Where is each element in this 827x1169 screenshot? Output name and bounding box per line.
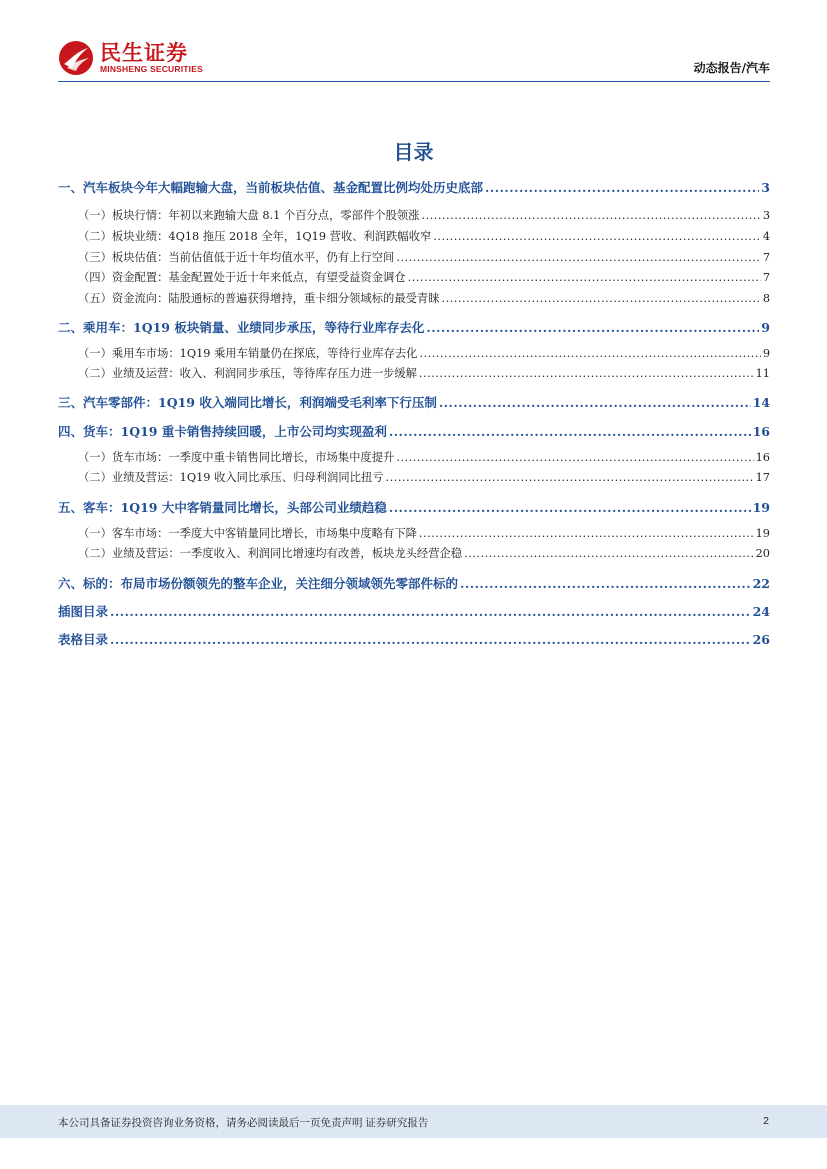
toc-leader: [419, 367, 754, 380]
toc-leader: [439, 395, 751, 410]
toc-entry-page: 3: [762, 209, 770, 222]
toc-entry[interactable]: [58, 449, 770, 465]
toc-leader: [442, 292, 761, 305]
toc-entry[interactable]: [58, 574, 770, 592]
toc-entry-text: 二、乘用车：1Q19 板块销量、业绩同步承压，等待行业库存去化: [58, 320, 425, 335]
toc-entry-page: 22: [752, 576, 770, 591]
toc-entry-page: 4: [762, 230, 770, 243]
toc-leader: [110, 632, 751, 647]
page-header: [58, 36, 770, 82]
toc-entry-text: （一）乘用车市场：1Q19 乘用车销量仍在探底，等待行业库存去化: [78, 347, 418, 360]
toc-leader: [460, 576, 751, 591]
toc-entry-text: （二）业绩及运营：收入、利润同步承压，等待库存压力进一步缓解: [78, 367, 417, 380]
toc-entry[interactable]: [58, 345, 770, 361]
toc-entry-text: 三、汽车零部件：1Q19 收入端同比增长，利润端受毛利率下行压制: [58, 395, 437, 410]
toc-leader: [396, 451, 753, 464]
toc-entry[interactable]: [58, 269, 770, 285]
toc-entry[interactable]: [58, 228, 770, 244]
toc-entry-text: 表格目录: [58, 632, 109, 647]
toc-entry-page: 17: [755, 471, 770, 484]
toc-entry[interactable]: [58, 469, 770, 485]
toc-entry-text: （一）货车市场：一季度中重卡销售同比增长，市场集中度提升: [78, 451, 395, 464]
toc-entry[interactable]: [58, 207, 770, 223]
minsheng-logo-icon: [58, 40, 94, 76]
toc-entry[interactable]: [58, 393, 770, 411]
toc-entry-page: 24: [752, 604, 770, 619]
toc-entry-page: 16: [752, 424, 770, 439]
toc-entry-page: 8: [762, 292, 770, 305]
toc-entry-text: （一）板块行情：年初以来跑输大盘 8.1 个百分点，零部件个股领涨: [78, 209, 420, 222]
toc-entry-page: 3: [761, 180, 770, 195]
toc-leader: [464, 547, 754, 560]
toc-entry[interactable]: [58, 630, 770, 648]
toc-entry-text: 一、汽车板块今年大幅跑输大盘，当前板块估值、基金配置比例均处历史底部: [58, 180, 484, 195]
toc-entry[interactable]: [58, 365, 770, 381]
toc-leader: [408, 271, 761, 284]
toc-entry-text: （四）资金配置：基金配置处于近十年来低点，有望受益资金调仓: [78, 271, 406, 284]
toc-entry-page: 9: [761, 320, 770, 335]
toc-entry-page: 19: [755, 527, 770, 540]
toc-entry-page: 7: [762, 271, 770, 284]
toc-entry-page: 20: [755, 547, 770, 560]
toc-entry-text: （二）板块业绩：4Q18 拖压 2018 全年，1Q19 营收、利润跌幅收窄: [78, 230, 432, 243]
toc-leader: [110, 604, 751, 619]
toc-leader: [426, 320, 759, 335]
logo-english-name: MINSHENG SECURITIES: [100, 64, 203, 74]
footer-disclaimer: 本公司具备证券投资咨询业务资格，请务必阅读最后一页免责声明 证券研究报告: [58, 1117, 429, 1129]
toc-leader: [389, 500, 751, 515]
toc-entry-page: 14: [752, 395, 770, 410]
toc-entry-text: （三）板块估值：当前估值低于近十年均值水平，仍有上行空间: [78, 251, 395, 264]
minsheng-logo: [58, 36, 203, 80]
toc-entry[interactable]: [58, 422, 770, 440]
toc-leader: [386, 471, 754, 484]
toc-leader: [419, 527, 754, 540]
toc-entry[interactable]: [58, 318, 770, 336]
toc-leader: [421, 209, 760, 222]
toc-entry[interactable]: [58, 525, 770, 541]
toc-entry[interactable]: [58, 498, 770, 516]
toc-entry-text: （二）业绩及营运：1Q19 收入同比承压、归母利润同比扭亏: [78, 471, 384, 484]
toc-entry-text: （二）业绩及营运：一季度收入、利润同比增速均有改善，板块龙头经营企稳: [78, 547, 463, 560]
toc-entry[interactable]: [58, 602, 770, 620]
toc-entry-text: （一）客车市场：一季度大中客销量同比增长，市场集中度略有下降: [78, 527, 417, 540]
toc-entry-text: 五、客车：1Q19 大中客销量同比增长，头部公司业绩趋稳: [58, 500, 387, 515]
toc-entry-page: 19: [752, 500, 770, 515]
toc-entry-page: 11: [755, 367, 770, 380]
toc-entry-page: 16: [755, 451, 770, 464]
toc-entry[interactable]: [58, 249, 770, 265]
toc-entry-text: 六、标的：布局市场份额领先的整车企业，关注细分领域领先零部件标的: [58, 576, 459, 591]
toc-leader: [396, 251, 760, 264]
toc-entry-page: 7: [762, 251, 770, 264]
toc-entry[interactable]: [58, 178, 770, 196]
toc-entry[interactable]: [58, 290, 770, 306]
toc-leader: [433, 230, 761, 243]
toc-entry-page: 26: [752, 632, 770, 647]
page-number: 2: [763, 1115, 769, 1127]
toc-entry[interactable]: [58, 545, 770, 561]
toc-leader: [419, 347, 760, 360]
toc-title: 目录: [393, 140, 434, 164]
toc-entry-text: 四、货车：1Q19 重卡销售持续回暖，上市公司均实现盈利: [58, 424, 387, 439]
toc-leader: [389, 424, 751, 439]
toc-entry-text: 插图目录: [58, 604, 109, 619]
toc-entry-page: 9: [762, 347, 770, 360]
page-footer: [0, 1105, 827, 1138]
toc-entry-text: （五）资金流向：陆股通标的普遍获得增持，重卡细分领域标的最受青睐: [78, 292, 440, 305]
header-divider: [58, 81, 770, 82]
report-type: 动态报告/汽车: [693, 61, 770, 75]
logo-chinese-name: 民生证券: [100, 41, 188, 65]
toc-leader: [485, 180, 759, 195]
